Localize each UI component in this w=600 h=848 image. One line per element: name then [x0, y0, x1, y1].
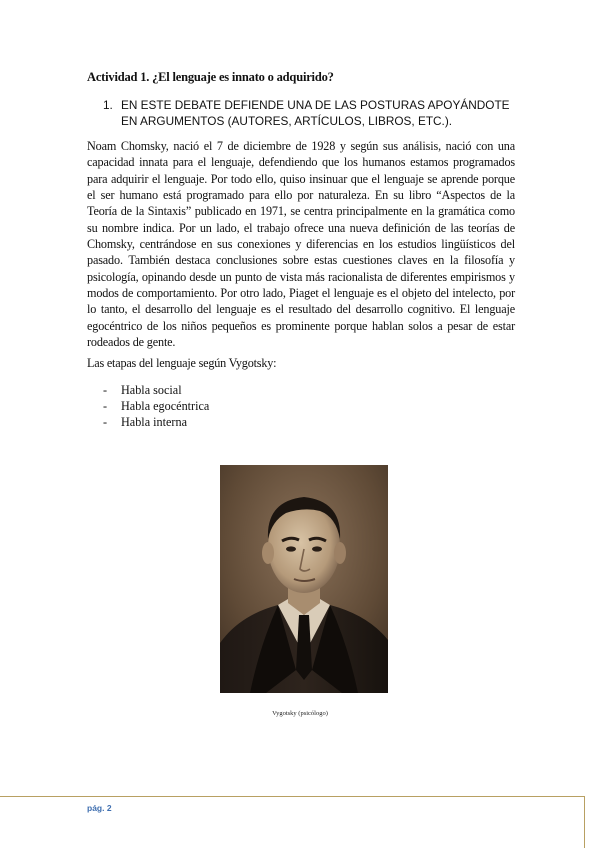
list-item-text: Habla interna [121, 415, 187, 429]
stages-intro: Las etapas del lenguaje según Vygotsky: [87, 356, 277, 370]
list-item [103, 382, 209, 398]
footer-vertical-rule [584, 796, 585, 848]
list-bullet: - [103, 399, 108, 413]
photo-caption: Vygotsky (psicólogo) [272, 710, 328, 717]
item-text: EN ESTE DEBATE DEFIENDE UNA DE LAS POSTURAS APOYÁNDOTE EN ARGUMENTOS (AUTORES, ARTÍCULOS, LIBROS, ETC.). [121, 98, 510, 128]
activity-heading: Actividad 1. ¿El lenguaje es innato o adquirido? [87, 70, 334, 84]
page-number: pág. 2 [87, 803, 112, 813]
item-number: 1. [103, 98, 113, 112]
list-bullet: - [103, 415, 108, 429]
list-item [103, 414, 209, 430]
numbered-item [103, 97, 517, 129]
list-item [103, 398, 209, 414]
list-item-text: Habla social [121, 383, 182, 397]
footer-divider [0, 796, 585, 797]
body-paragraph: Noam Chomsky, nació el 7 de diciembre de 1928 y según sus análisis, nació con una capacidad innata para el lenguaje, defendiendo que los humanos estamos programados para adquirir el lenguaje. Por todo ello, quiso insinuar que el lenguaje se aprende porque el ser humano está programado para ello por naturaleza. En su libro “Aspectos de la Teoría de la Sintaxis” publicado en 1971, se centra principalmente en la gramática como su nombre indica. Por un lado, el trabajo ofrece una nueva definición de las teorías de Chomsky, centrándose en sus conexiones y diferencias en los estudios lingüísticos del pasado. También destaca conclusiones sobre estas cuestiones claves en la filosofía y psicología, opinando desde un punto de vista más racionalista de diferentes empirismos y modos de comportamiento. Por otro lado, Piaget el lenguaje es el objeto del intelecto, por lo tanto, el desarrollo del lenguaje es el resultado del desarrollo cognitivo. El lenguaje egocéntrico de los niños pequeños es prominente porque hablan solos a pesar de estar rodeados de gente. [87, 139, 515, 350]
list-item-text: Habla egocéntrica [121, 399, 210, 413]
stages-list [103, 382, 209, 430]
list-bullet: - [103, 383, 108, 397]
vygotsky-portrait-photo [220, 465, 388, 693]
